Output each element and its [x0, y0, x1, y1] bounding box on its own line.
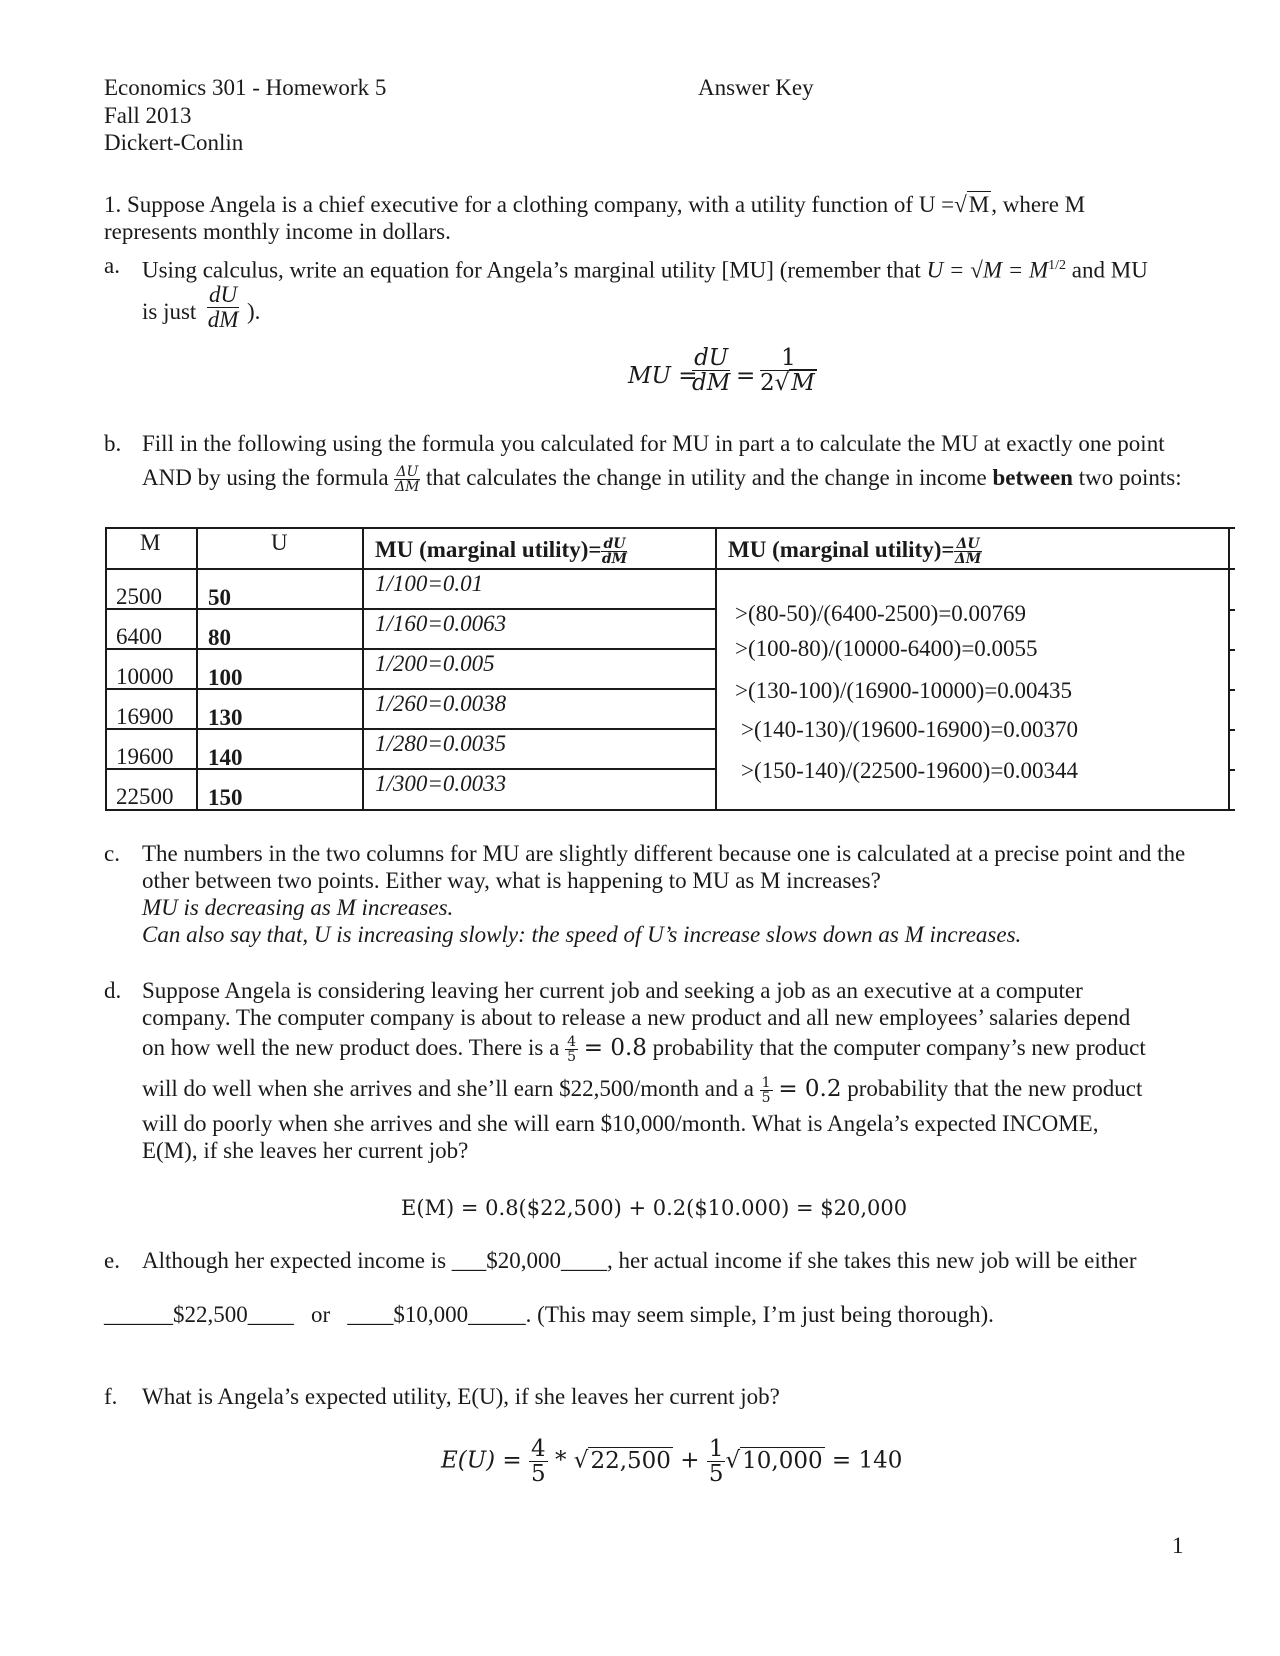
part-f-label: f. [104, 1384, 118, 1409]
part-e-line2: ______$22,500____ or ____$10,000_____. (This may seem simple, I’m just being thorough). [104, 1302, 994, 1327]
part-c-answer2: Can also say that, U is increasing slowly: the speed of U’s increase slows down as M increases. [142, 922, 1022, 947]
expected-utility-formula: E(U) = $\frac{4}{5}$ * √22,500 + $\frac{1}{5}$ √10,000 = 140 [441, 1436, 903, 1488]
table-row-u: 150 [208, 785, 243, 810]
table-row-mu: 1/160=0.0063 [375, 611, 507, 636]
header-u: U [271, 530, 288, 555]
part-e-label: e. [104, 1248, 120, 1273]
header-mu-point: MU (marginal utility)= $\frac{dU}{dM}$ [375, 535, 628, 568]
part-c-line2: other between two points. Either way, what is happening to MU as M increases? [142, 868, 881, 893]
part-d-line4: will do well when she arrives and she’ll earn $22,500/month and a $\frac{1}{5}$ = 0.2 probability that the new product [142, 1074, 1143, 1107]
page-number: 1 [1172, 1533, 1184, 1558]
table-row-u: 50 [208, 585, 231, 610]
table-row-u: 100 [208, 665, 243, 690]
header-m: M [140, 530, 161, 555]
part-c-line1: The numbers in the two columns for MU are slightly different because one is calculated at a precise point and the [142, 841, 1186, 866]
part-a-label: a. [104, 253, 120, 278]
part-a-line2: is just [142, 299, 197, 324]
q1-intro: 1. Suppose Angela is a chief executive for a clothing company, with a utility function of U =√M, where M [104, 192, 1086, 217]
between-value: >(130-100)/(16900-10000)=0.00435 [735, 678, 1073, 703]
part-b-text: Fill in the following using the formula you calculated for MU in part a to calculate the MU at exactly one point [142, 431, 1165, 456]
part-a-close: ). [247, 299, 261, 324]
mu-derivative: $\frac{dU}{dM}$ [692, 345, 731, 397]
expected-income-formula: E(M) = 0.8($22,500) + 0.2($10.000) = $20,000 [401, 1196, 908, 1220]
table-row-mu: 1/260=0.0038 [375, 691, 507, 716]
table-row-m: 6400 [116, 624, 162, 649]
between-value: >(100-80)/(10000-6400)=0.0055 [735, 636, 1038, 661]
between-value: >(140-130)/(19600-16900)=0.00370 [741, 717, 1079, 742]
part-a-text: Using calculus, write an equation for Angela’s marginal utility [MU] (remember that $U = √M = M^{1/2}$ and MU [142, 257, 1148, 283]
table-row-m: 19600 [116, 744, 174, 769]
part-e-line1: Although her expected income is ___$20,000____, her actual income if she takes this new job will be either [142, 1248, 1137, 1273]
part-d-line3: on how well the new product does. There is a $\frac{4}{5}$ = 0.8 probability that the computer company’s new product [142, 1033, 1146, 1066]
table-row-u: 80 [208, 625, 231, 650]
table-row-m: 10000 [116, 664, 174, 689]
between-value: >(150-140)/(22500-19600)=0.00344 [741, 758, 1079, 783]
part-d-label: d. [104, 978, 122, 1003]
du-dm-fraction: $\frac{dU}{dM}$ [207, 282, 239, 333]
answer-key-label: Answer Key [698, 75, 814, 100]
blank-expected-income: ___$20,000____ [451, 1248, 608, 1273]
part-b-label: b. [104, 431, 122, 456]
blank-low-income: ____$10,000_____ [347, 1302, 526, 1327]
blank-high-income: ______$22,500____ [104, 1302, 294, 1327]
table-row-mu: 1/100=0.01 [375, 571, 484, 596]
table-row-u: 140 [208, 745, 243, 770]
table-row-mu: 1/280=0.0035 [375, 731, 507, 756]
between-value: >(80-50)/(6400-2500)=0.00769 [735, 601, 1027, 626]
part-b-line2: AND by using the formula $\frac{\Delta U}{\Delta M}$ that calculates the change in utility and the change in income between two points: [142, 463, 1182, 496]
header-mu-between: MU (marginal utility)= $\frac{\Delta U}{\Delta M}$ [728, 535, 982, 568]
term: Fall 2013 [104, 103, 192, 128]
part-d-line2: company. The computer company is about to release a new product and all new employees’ salaries depend [142, 1005, 1131, 1030]
part-d-line6: E(M), if she leaves her current job? [142, 1138, 469, 1163]
part-c-answer1: MU is decreasing as M increases. [142, 895, 454, 920]
course-title: Economics 301 - Homework 5 [104, 75, 387, 100]
part-c-label: c. [104, 841, 120, 866]
instructor: Dickert-Conlin [104, 130, 244, 155]
mu-lhs: MU = [628, 363, 698, 389]
part-f-text: What is Angela’s expected utility, E(U), if she leaves her current job? [142, 1384, 780, 1409]
part-d-line1: Suppose Angela is considering leaving her current job and seeking a job as an executive at a computer [142, 978, 1083, 1003]
table-row-m: 2500 [116, 584, 162, 609]
table-row-m: 16900 [116, 704, 174, 729]
table-row-mu: 1/200=0.005 [375, 651, 495, 676]
table-row-m: 22500 [116, 784, 174, 809]
mu-result: $\frac{1}{2√M}$ [760, 345, 815, 397]
part-d-line5: will do poorly when she arrives and she will earn $10,000/month. What is Angela’s expected INCOME, [142, 1111, 1099, 1136]
table-row-u: 130 [208, 705, 243, 730]
table-row-mu: 1/300=0.0033 [375, 771, 507, 796]
q1-intro-line2: represents monthly income in dollars. [104, 219, 451, 244]
